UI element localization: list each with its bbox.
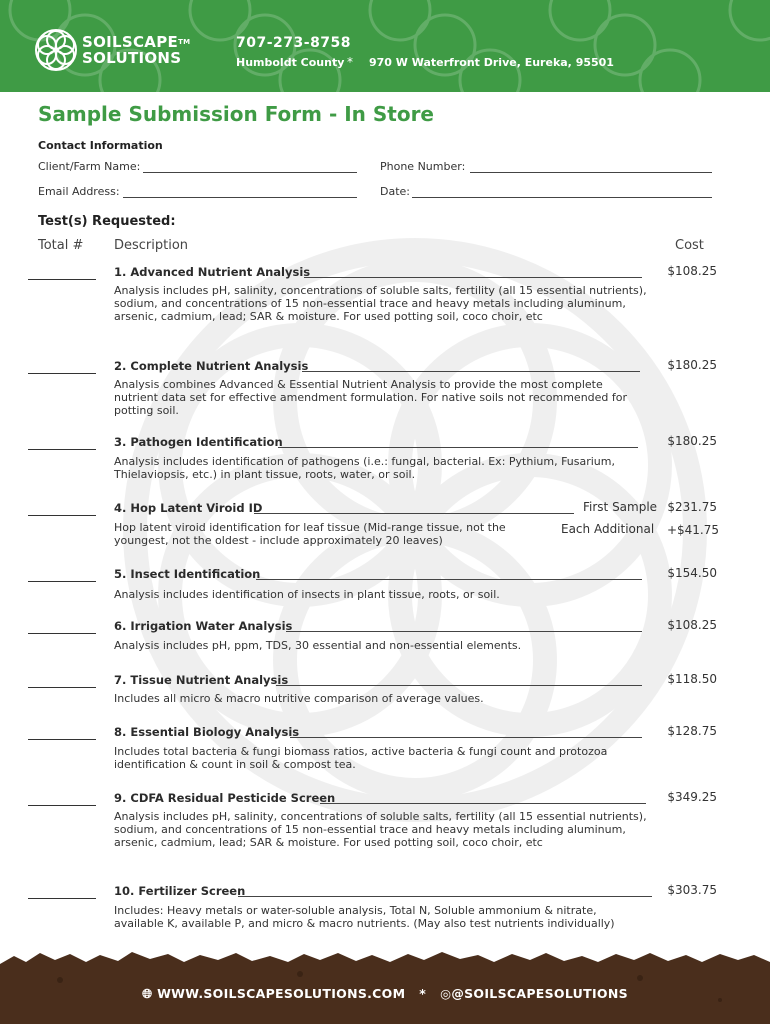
test-cost-9: $349.25 bbox=[667, 790, 717, 804]
test-desc-6: Analysis includes pH, ppm, TDS, 30 essential and non-essential elements. bbox=[114, 639, 522, 652]
email-label: Email Address: bbox=[38, 185, 120, 198]
column-description: Description bbox=[114, 238, 189, 253]
footer-contact bbox=[0, 986, 770, 1002]
brand-line1: SOILSCAPE bbox=[82, 33, 179, 51]
test-title-6: 6. Irrigation Water Analysis bbox=[114, 619, 293, 633]
test-cost-6: $108.25 bbox=[667, 618, 717, 632]
title-rule bbox=[290, 737, 642, 738]
brand-trademark: TM bbox=[178, 38, 191, 46]
total-field-10[interactable] bbox=[28, 898, 96, 899]
title-rule bbox=[302, 371, 640, 372]
client-name-label: Client/Farm Name: bbox=[38, 160, 141, 173]
test-cost-8: $128.75 bbox=[667, 724, 717, 738]
test-desc-8: Includes total bacteria & fungi biomass ratios, active bacteria & fungi count and protozoa identification & count in soil & compost tea. bbox=[114, 745, 608, 771]
test-title-1: 1. Advanced Nutrient Analysis bbox=[114, 265, 311, 279]
test-title-3: 3. Pathogen Identification bbox=[114, 435, 283, 449]
phone-field[interactable] bbox=[470, 172, 712, 173]
client-name-field[interactable] bbox=[143, 172, 357, 173]
test-title-9: 9. CDFA Residual Pesticide Screen bbox=[114, 791, 336, 805]
total-field-3[interactable] bbox=[28, 449, 96, 450]
test-cost-4: $231.75 bbox=[667, 500, 717, 514]
total-field-6[interactable] bbox=[28, 633, 96, 634]
header-separator: * bbox=[347, 55, 353, 69]
footer-website[interactable]: WWW.SOILSCAPESOLUTIONS.COM bbox=[157, 986, 406, 1001]
first-sample-label: First Sample bbox=[583, 500, 658, 514]
test-desc-9: Analysis includes pH, salinity, concentrations of soluble salts, fertility (all 15 essential nutrients), sodium, and concentrations of 15 non-essential trace and heavy metals including aluminum, arsenic, cadmium, lead; SAR & moisture. For used potting soil, coco choir, etc bbox=[114, 810, 647, 849]
total-field-2[interactable] bbox=[28, 373, 96, 374]
date-label: Date: bbox=[380, 185, 410, 198]
test-cost-10: $303.75 bbox=[667, 883, 717, 897]
total-field-1[interactable] bbox=[28, 279, 96, 280]
title-rule bbox=[276, 685, 642, 686]
contact-heading: Contact Information bbox=[38, 139, 163, 152]
test-title-8: 8. Essential Biology Analysis bbox=[114, 725, 300, 739]
header-phone: 707-273-8758 bbox=[236, 35, 352, 51]
test-desc-7: Includes all micro & macro nutritive comparison of average values. bbox=[114, 692, 484, 705]
test-cost-7: $118.50 bbox=[667, 672, 717, 686]
instagram-icon: ◎ bbox=[440, 986, 452, 1001]
total-field-9[interactable] bbox=[28, 805, 96, 806]
brand-line2: SOLUTIONS bbox=[82, 49, 182, 67]
test-title-10: 10. Fertilizer Screen bbox=[114, 884, 246, 898]
test-cost-3: $180.25 bbox=[667, 434, 717, 448]
footer-separator: * bbox=[419, 986, 427, 1001]
brand-name bbox=[82, 34, 190, 66]
each-additional-label: Each Additional bbox=[561, 522, 655, 536]
test-desc-3: Analysis includes identification of pathogens (i.e.: fungal, bacterial. Ex: Pythium, Fusarium, Thielaviopsis, etc.) in plant tissue, roots, water, or soil. bbox=[114, 455, 615, 481]
additional-cost-4: +$41.75 bbox=[666, 523, 719, 537]
date-field[interactable] bbox=[412, 197, 712, 198]
page-header bbox=[0, 0, 770, 92]
form-title: Sample Submission Form - In Store bbox=[38, 102, 434, 126]
phone-label: Phone Number: bbox=[380, 160, 466, 173]
title-rule bbox=[320, 803, 646, 804]
test-cost-1: $108.25 bbox=[667, 264, 717, 278]
test-desc-2: Analysis combines Advanced & Essential Nutrient Analysis to provide the most complete nutrient data set for effective amendment formulation. For native soils not recommended for potting soil. bbox=[114, 378, 628, 417]
test-title-4: 4. Hop Latent Viroid ID bbox=[114, 501, 263, 515]
email-field[interactable] bbox=[123, 197, 357, 198]
test-desc-10: Includes: Heavy metals or water-soluble analysis, Total N, Soluble ammonium & nitrate, available K, available P, and micro & macro nutrients. (May also test nutrients individually) bbox=[114, 904, 615, 930]
total-field-4[interactable] bbox=[28, 515, 96, 516]
title-rule bbox=[256, 579, 642, 580]
test-desc-4: Hop latent viroid identification for leaf tissue (Mid-range tissue, not the youngest, not the oldest - include approximately 20 leaves) bbox=[114, 521, 506, 547]
footer-social[interactable]: @SOILSCAPESOLUTIONS bbox=[451, 986, 628, 1001]
title-rule bbox=[238, 896, 652, 897]
globe-icon: 🌐︎ bbox=[142, 986, 153, 1001]
test-title-7: 7. Tissue Nutrient Analysis bbox=[114, 673, 289, 687]
test-cost-2: $180.25 bbox=[667, 358, 717, 372]
test-cost-5: $154.50 bbox=[667, 566, 717, 580]
column-cost: Cost bbox=[675, 238, 704, 253]
title-rule bbox=[254, 513, 574, 514]
tests-heading: Test(s) Requested: bbox=[38, 214, 176, 229]
title-rule bbox=[278, 447, 638, 448]
test-desc-1: Analysis includes pH, salinity, concentrations of soluble salts, fertility (all 15 essential nutrients), sodium, and concentrations of 15 non-essential trace and heavy metals including aluminum, arsenic, cadmium, lead; SAR & moisture. For used potting soil, coco choir, etc bbox=[114, 284, 647, 323]
column-total: Total # bbox=[38, 238, 84, 253]
header-county: Humboldt County bbox=[236, 56, 345, 69]
header-address: 970 W Waterfront Drive, Eureka, 95501 bbox=[369, 56, 614, 69]
logo-icon bbox=[34, 28, 78, 72]
total-field-7[interactable] bbox=[28, 687, 96, 688]
title-rule bbox=[286, 631, 642, 632]
test-desc-5: Analysis includes identification of insects in plant tissue, roots, or soil. bbox=[114, 588, 500, 601]
total-field-5[interactable] bbox=[28, 581, 96, 582]
test-title-5: 5. Insect Identification bbox=[114, 567, 261, 581]
title-rule bbox=[304, 277, 642, 278]
test-title-2: 2. Complete Nutrient Analysis bbox=[114, 359, 309, 373]
total-field-8[interactable] bbox=[28, 739, 96, 740]
